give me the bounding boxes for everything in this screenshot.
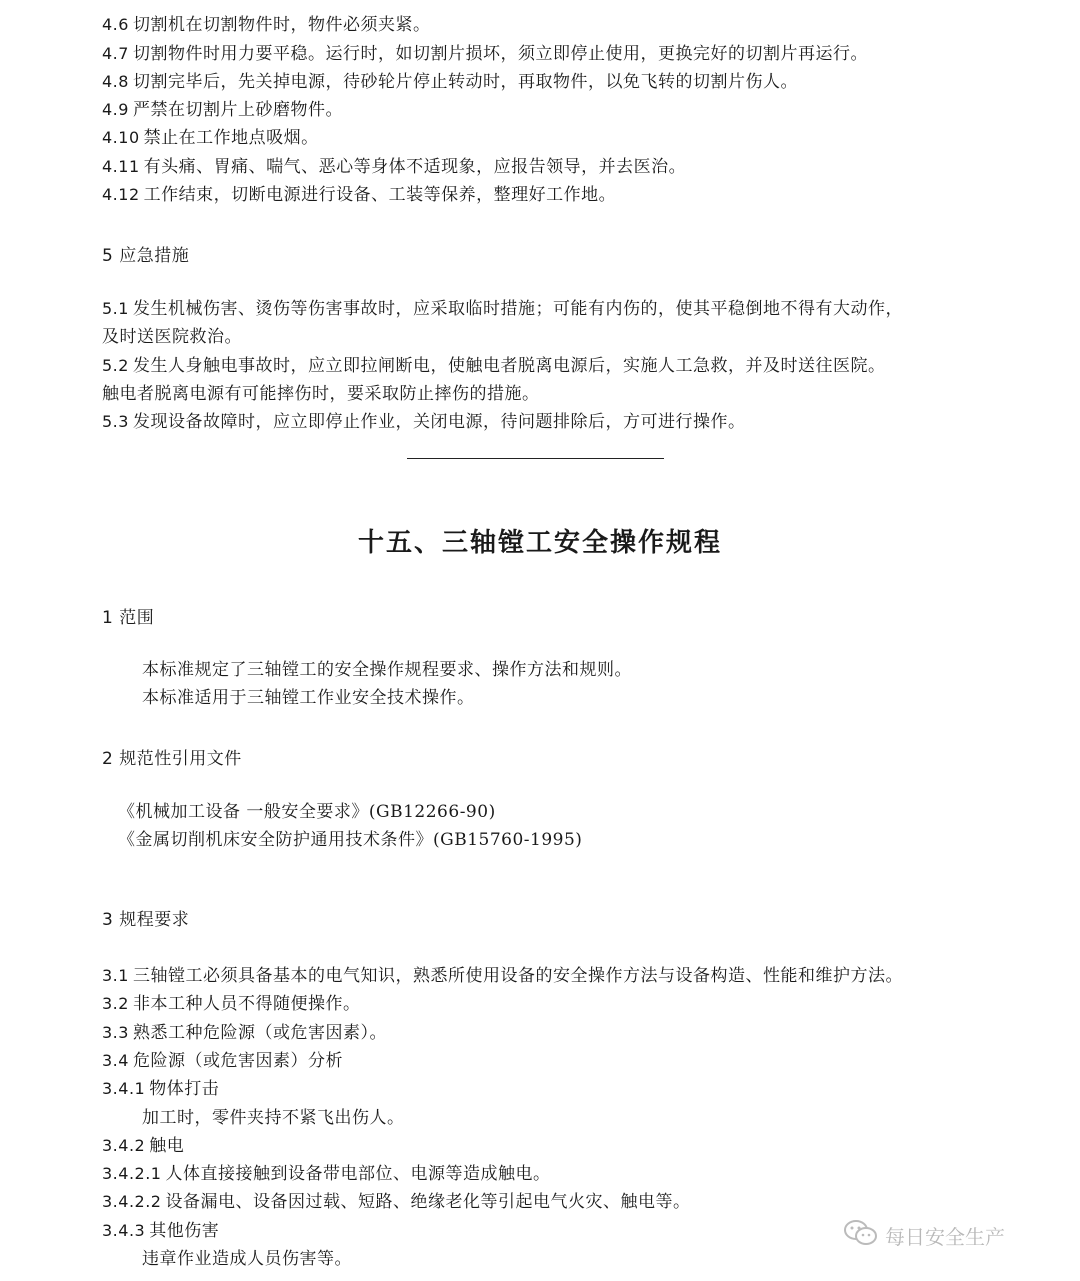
section3-item: 3.4.1 物体打击 <box>102 1079 220 1099</box>
top-item: 4.6 切割机在切割物件时，物件必须夹紧。 <box>102 15 431 35</box>
section3-item: 3.1 三轴镗工必须具备基本的电气知识，熟悉所使用设备的安全操作方法与设备构造、性能和维护方法。 <box>102 966 903 986</box>
scope-line: 本标准适用于三轴镗工作业安全技术操作。 <box>142 688 475 708</box>
section3-item: 3.4 危险源（或危害因素）分析 <box>102 1051 343 1071</box>
section5-item: 触电者脱离电源有可能摔伤时，要采取防止摔伤的措施。 <box>102 384 540 404</box>
section-heading: 5 应急措施 <box>102 246 190 266</box>
reference-item: 《机械加工设备 一般安全要求》(GB12266-90) <box>118 802 496 822</box>
top-item: 4.8 切割完毕后，先关掉电源，待砂轮片停止转动时，再取物件，以免飞转的切割片伤人。 <box>102 72 798 92</box>
section3-item: 3.4.3 其他伤害 <box>102 1221 220 1241</box>
section5-item: 5.1 发生机械伤害、烫伤等伤害事故时，应采取临时措施；可能有内伤的，使其平稳倒地不得有大动作， <box>102 299 903 319</box>
section3-item: 3.4.2.1 人体直接接触到设备带电部位、电源等造成触电。 <box>102 1164 551 1184</box>
wechat-icon <box>843 1218 879 1253</box>
section3-item: 违章作业造成人员伤害等。 <box>142 1249 352 1269</box>
section3-item: 3.2 非本工种人员不得随便操作。 <box>102 994 361 1014</box>
section-heading: 3 规程要求 <box>102 910 190 930</box>
top-item: 4.11 有头痛、胃痛、喘气、恶心等身体不适现象，应报告领导，并去医治。 <box>102 157 687 177</box>
section3-item: 3.4.2 触电 <box>102 1136 185 1156</box>
top-item: 4.12 工作结束，切断电源进行设备、工装等保养，整理好工作地。 <box>102 185 617 205</box>
top-item: 4.10 禁止在工作地点吸烟。 <box>102 128 319 148</box>
top-item: 4.7 切割物件时用力要平稳。运行时，如切割片损坏，须立即停止使用，更换完好的切割片再运行。 <box>102 44 868 64</box>
section5-item: 5.3 发现设备故障时，应立即停止作业，关闭电源，待问题排除后，方可进行操作。 <box>102 412 746 432</box>
page-title: 十五、三轴镗工安全操作规程 <box>357 528 722 558</box>
section3-item: 3.3 熟悉工种危险源（或危害因素）。 <box>102 1023 387 1043</box>
watermark-text: 每日安全生产 <box>885 1225 1005 1249</box>
reference-item: 《金属切削机床安全防护通用技术条件》(GB15760-1995) <box>118 830 583 850</box>
watermark <box>843 1218 1005 1253</box>
section5-item: 及时送医院救治。 <box>102 327 242 347</box>
section3-item: 加工时，零件夹持不紧飞出伤人。 <box>142 1108 405 1128</box>
scope-line: 本标准规定了三轴镗工的安全操作规程要求、操作方法和规则。 <box>142 660 632 680</box>
section-heading: 1 范围 <box>102 608 155 628</box>
section-heading: 2 规范性引用文件 <box>102 749 242 769</box>
section-divider <box>407 458 664 459</box>
section5-item: 5.2 发生人身触电事故时，应立即拉闸断电，使触电者脱离电源后，实施人工急救，并及时送往医院。 <box>102 356 886 376</box>
top-item: 4.9 严禁在切割片上砂磨物件。 <box>102 100 343 120</box>
section3-item: 3.4.2.2 设备漏电、设备因过载、短路、绝缘老化等引起电气火灾、触电等。 <box>102 1192 691 1212</box>
